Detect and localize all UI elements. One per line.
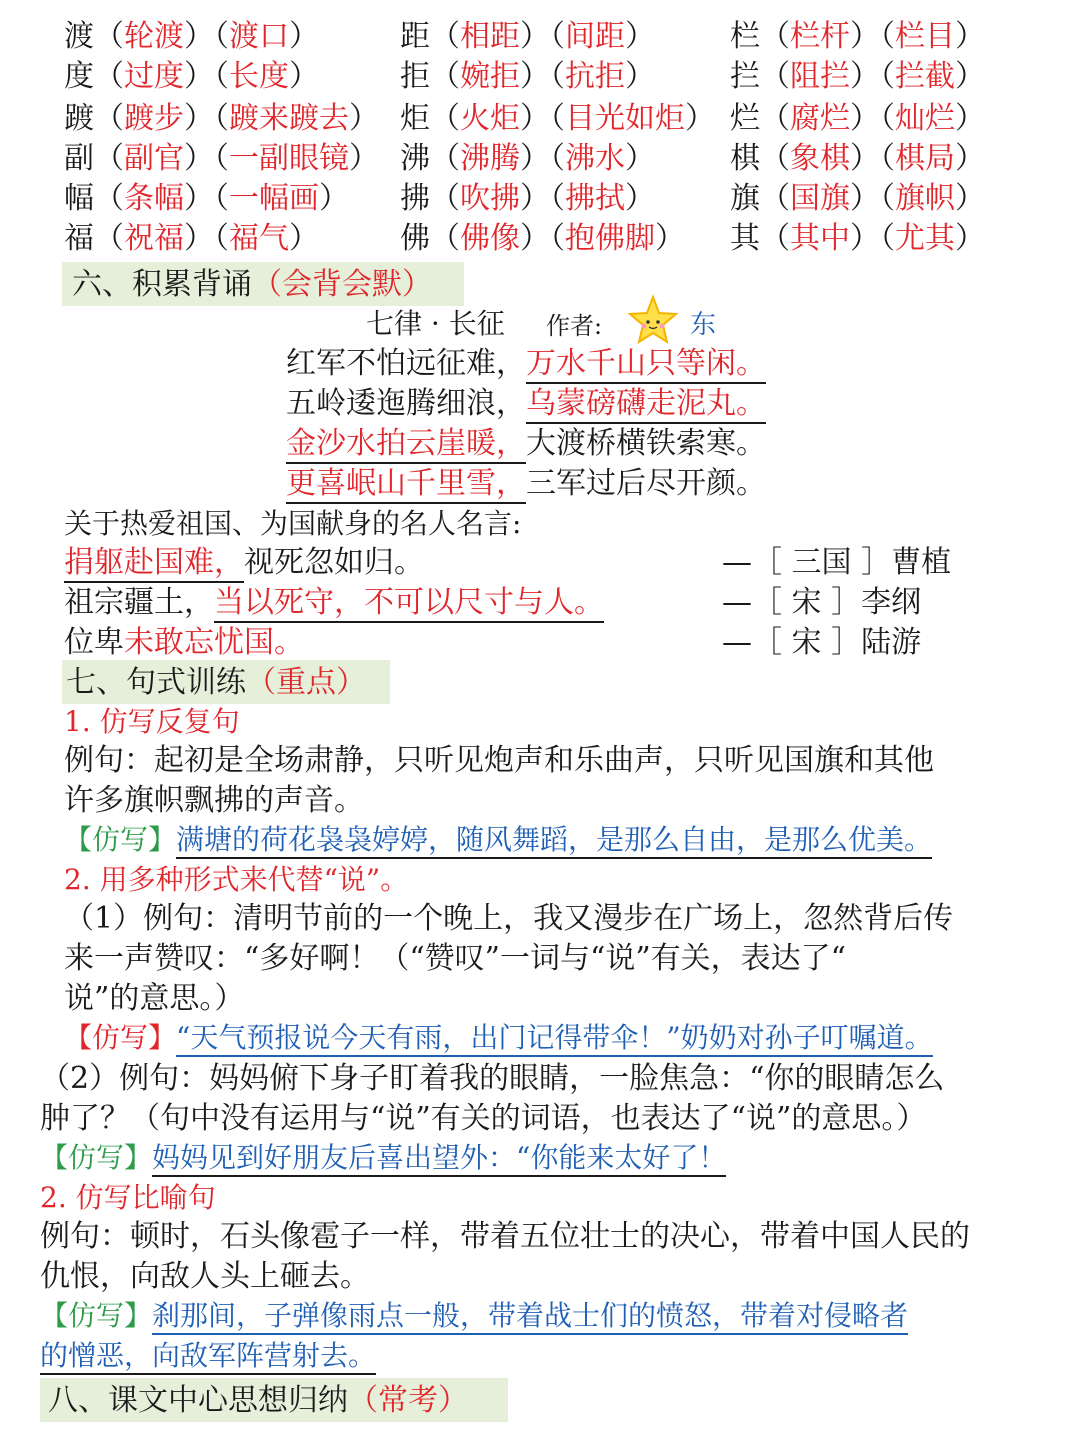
bracket-close: ） <box>850 59 880 94</box>
bracket-close: ） <box>520 181 550 216</box>
word-group-word-b: 渡口 <box>229 19 289 54</box>
bracket-close: ） <box>955 101 985 136</box>
ex3-example-line-2: 仇恨，向敌人头上砸去。 <box>40 1259 370 1294</box>
poem-line-3-a: 金沙水拍云崖暖， <box>286 426 526 464</box>
bracket-close: ） <box>184 141 214 176</box>
ex3-answer-line-2-text: 的憎恶，向敌军阵营射去。 <box>40 1339 376 1375</box>
bracket-open: （ <box>550 59 565 94</box>
bracket-close: ） <box>850 221 880 256</box>
ex3-tag: 【仿写】 <box>40 1299 153 1332</box>
bracket-open: （ <box>214 19 229 54</box>
bracket-open: （ <box>760 19 790 54</box>
word-group-row <box>730 180 985 218</box>
word-group-word-a: 婉拒 <box>460 59 520 94</box>
bracket-open: （ <box>550 141 565 176</box>
quote-1-source: —［ 三国 ］曹植 <box>722 545 952 580</box>
word-group-word-a: 阻拦 <box>790 59 850 94</box>
word-group-word-a: 佛像 <box>460 221 520 256</box>
word-group-word-b: 棋局 <box>895 141 955 176</box>
quote-2-source: —［ 宋 ］李纲 <box>722 585 922 620</box>
poem-title-text: 七律 · 长征 <box>366 307 505 340</box>
word-group-word-b: 抱佛脚 <box>565 221 655 256</box>
quote-1 <box>64 544 424 582</box>
ex2-p1-line-2: 来一声赞叹：“多好啊！（“赞叹”一词与“说”有关，表达了“ <box>64 941 847 976</box>
poem-line-2-b: 乌蒙磅礴走泥丸。 <box>526 386 766 424</box>
word-group-row <box>400 140 655 178</box>
bracket-close: ） <box>625 19 655 54</box>
poem-line-4-a: 更喜岷山千里雪， <box>286 466 526 504</box>
bracket-close: ） <box>184 221 214 256</box>
bracket-open: （ <box>760 59 790 94</box>
bracket-open: （ <box>760 181 790 216</box>
word-group-word-b: 灿烂 <box>895 101 955 136</box>
poem-author-tail: 东 <box>690 310 717 340</box>
word-group-char: 副 <box>64 141 94 176</box>
bracket-close: ） <box>520 101 550 136</box>
quote-1-black: 视死忽如归。 <box>244 545 424 580</box>
word-group-word-b: 拂拭 <box>565 181 625 216</box>
word-group-word-a: 过度 <box>124 59 184 94</box>
quote-3-red: 未敢忘忧国。 <box>124 625 304 663</box>
ex2-p2-line-1: （2）例句：妈妈俯下身子盯着我的眼睛，一脸焦急：“你的眼睛怎么 <box>40 1061 945 1096</box>
bracket-close: ） <box>184 19 214 54</box>
word-group-word-a: 国旗 <box>790 181 850 216</box>
bracket-open: （ <box>94 19 124 54</box>
bracket-open: （ <box>760 141 790 176</box>
bracket-open: （ <box>550 101 565 136</box>
bracket-open: （ <box>550 181 565 216</box>
quote-2 <box>64 584 604 622</box>
bracket-close: ） <box>520 141 550 176</box>
bracket-open: （ <box>214 101 229 136</box>
word-group-word-a: 其中 <box>790 221 850 256</box>
bracket-open: （ <box>760 221 790 256</box>
ex2-tag-2: 【仿写】 <box>40 1141 153 1174</box>
bracket-open: （ <box>94 221 124 256</box>
word-group-word-a: 象棋 <box>790 141 850 176</box>
ex2-p2-line-2: 肿了？（句中没有运用与“说”有关的词语，也表达了“说”的意思。） <box>40 1101 927 1136</box>
word-group-word-a: 轮渡 <box>124 19 184 54</box>
word-group-word-b: 一副眼镜 <box>229 141 349 176</box>
word-group-word-a: 吹拂 <box>460 181 520 216</box>
ex2-answer-2-text: 妈妈见到好朋友后喜出望外：“你能来太好了！ <box>152 1141 726 1177</box>
bracket-close: ） <box>184 181 214 216</box>
word-group-char: 距 <box>400 19 430 54</box>
poem-line-1-a: 红军不怕远征难， <box>286 346 526 381</box>
word-group-word-b: 目光如炬 <box>565 101 685 136</box>
bracket-close: ） <box>289 19 319 54</box>
bracket-close: ） <box>520 19 550 54</box>
ex1-example-line-1: 例句：起初是全场肃静，只听见炮声和乐曲声，只听见国旗和其他 <box>64 743 934 778</box>
word-group-char: 炬 <box>400 101 430 136</box>
bracket-close: ） <box>289 221 319 256</box>
word-group-row <box>730 18 985 56</box>
bracket-open: （ <box>214 221 229 256</box>
quotes-intro: 关于热爱祖国、为国献身的名人名言: <box>64 507 522 540</box>
word-group-row <box>730 100 985 138</box>
poem-line-3 <box>286 425 766 463</box>
ex1-tag: 【仿写】 <box>64 823 177 856</box>
ex3-heading: 2. 仿写比喻句 <box>40 1181 216 1214</box>
word-group-word-b: 一幅画 <box>229 181 319 216</box>
word-group-char: 度 <box>64 59 94 94</box>
section-7-heading <box>66 664 366 702</box>
bracket-close: ） <box>955 221 985 256</box>
bracket-open: （ <box>430 181 460 216</box>
word-group-char: 旗 <box>730 181 760 216</box>
ex2-tag-1: 【仿写】 <box>64 1021 177 1054</box>
bracket-close: ） <box>850 19 880 54</box>
bracket-open: （ <box>430 101 460 136</box>
word-group-char: 渡 <box>64 19 94 54</box>
word-group-row <box>400 220 685 258</box>
bracket-open: （ <box>214 141 229 176</box>
word-group-row <box>64 18 319 56</box>
section-8-note: （常考） <box>348 1383 468 1418</box>
poem-line-2-a: 五岭逶迤腾细浪， <box>286 386 526 421</box>
bracket-close: ） <box>625 59 655 94</box>
word-group-char: 沸 <box>400 141 430 176</box>
word-group-word-a: 条幅 <box>124 181 184 216</box>
word-group-word-a: 火炬 <box>460 101 520 136</box>
word-group-char: 拦 <box>730 59 760 94</box>
quote-2-black: 祖宗疆土， <box>64 585 214 620</box>
poem-author <box>546 310 602 342</box>
ex1-heading: 1. 仿写反复句 <box>64 705 240 738</box>
bracket-close: ） <box>955 19 985 54</box>
bracket-close: ） <box>184 101 214 136</box>
bracket-close: ） <box>319 181 349 216</box>
word-group-row <box>64 58 319 96</box>
bracket-open: （ <box>550 221 565 256</box>
poem-line-1-b: 万水千山只等闲。 <box>526 346 766 384</box>
poem-line-2 <box>286 385 766 423</box>
bracket-open: （ <box>94 141 124 176</box>
bracket-open: （ <box>94 59 124 94</box>
bracket-close: ） <box>184 59 214 94</box>
word-group-char: 幅 <box>64 181 94 216</box>
poem-line-4 <box>286 465 766 503</box>
word-group-word-a: 相距 <box>460 19 520 54</box>
bracket-close: ） <box>520 59 550 94</box>
ex3-answer-line-1 <box>40 1298 908 1334</box>
section-6-title: 六、积累背诵 <box>72 267 252 302</box>
bracket-close: ） <box>850 181 880 216</box>
word-group-word-b: 间距 <box>565 19 625 54</box>
word-group-row <box>64 220 319 258</box>
word-group-word-a: 踱步 <box>124 101 184 136</box>
word-group-char: 其 <box>730 221 760 256</box>
bracket-open: （ <box>880 101 895 136</box>
bracket-close: ） <box>625 141 655 176</box>
word-group-word-a: 沸腾 <box>460 141 520 176</box>
bracket-open: （ <box>430 19 460 54</box>
word-group-word-a: 栏杆 <box>790 19 850 54</box>
ex1-answer <box>64 822 932 858</box>
section-6-note: （会背会默） <box>252 267 432 302</box>
poem-title <box>366 306 505 342</box>
word-group-row <box>400 100 715 138</box>
bracket-open: （ <box>880 19 895 54</box>
word-group-row <box>730 220 985 258</box>
word-group-char: 栏 <box>730 19 760 54</box>
section-7-title: 七、句式训练 <box>66 665 246 700</box>
bracket-close: ） <box>850 101 880 136</box>
quote-1-red: 捐躯赴国难， <box>64 545 244 583</box>
bracket-close: ） <box>289 59 319 94</box>
bracket-open: （ <box>94 181 124 216</box>
bracket-close: ） <box>685 101 715 136</box>
bracket-open: （ <box>430 221 460 256</box>
ex2-answer-1-text: “天气预报说今天有雨，出门记得带伞！”奶奶对孙子叮嘱道。 <box>176 1021 933 1057</box>
bracket-close: ） <box>955 141 985 176</box>
bracket-open: （ <box>880 221 895 256</box>
word-group-word-a: 祝福 <box>124 221 184 256</box>
bracket-open: （ <box>430 141 460 176</box>
word-group-row <box>730 140 985 178</box>
word-group-char: 福 <box>64 221 94 256</box>
word-group-row <box>730 58 985 96</box>
quote-2-red: 当以死守，不可以尺寸与人。 <box>214 585 604 623</box>
word-group-char: 拂 <box>400 181 430 216</box>
ex2-heading: 2. 用多种形式来代替“说”。 <box>64 863 409 896</box>
word-group-row <box>400 18 655 56</box>
bracket-close: ） <box>349 141 379 176</box>
word-group-char: 棋 <box>730 141 760 176</box>
star-face-icon <box>626 294 680 348</box>
word-group-char: 烂 <box>730 101 760 136</box>
word-group-char: 踱 <box>64 101 94 136</box>
bracket-close: ） <box>520 221 550 256</box>
ex2-answer-2 <box>40 1140 726 1176</box>
section-8-heading <box>48 1382 468 1420</box>
word-group-row <box>64 100 379 138</box>
bracket-open: （ <box>214 59 229 94</box>
ex2-p1-line-3: 说”的意思。） <box>64 981 245 1016</box>
bracket-open: （ <box>214 181 229 216</box>
bracket-close: ） <box>850 141 880 176</box>
word-group-word-b: 旗帜 <box>895 181 955 216</box>
ex3-answer-line-2 <box>40 1338 376 1374</box>
word-group-word-b: 尤其 <box>895 221 955 256</box>
word-group-word-b: 拦截 <box>895 59 955 94</box>
word-group-word-b: 踱来踱去 <box>229 101 349 136</box>
bracket-close: ） <box>955 181 985 216</box>
poem-line-4-b: 三军过后尽开颜。 <box>526 466 766 501</box>
bracket-open: （ <box>550 19 565 54</box>
section-7-note: （重点） <box>246 665 366 700</box>
ex3-example-line-1: 例句：顿时，石头像雹子一样，带着五位壮士的决心，带着中国人民的 <box>40 1219 970 1254</box>
ex2-p1-line-1: （1）例句：清明节前的一个晚上，我又漫步在广场上，忽然背后传 <box>64 901 954 936</box>
bracket-close: ） <box>655 221 685 256</box>
word-group-word-b: 抗拒 <box>565 59 625 94</box>
ex1-example-line-2: 许多旗帜飘拂的声音。 <box>64 783 364 818</box>
bracket-open: （ <box>880 59 895 94</box>
word-group-word-a: 腐烂 <box>790 101 850 136</box>
word-group-word-a: 副官 <box>124 141 184 176</box>
word-group-word-b: 长度 <box>229 59 289 94</box>
bracket-open: （ <box>430 59 460 94</box>
section-8-title: 八、课文中心思想归纳 <box>48 1383 348 1418</box>
poem-line-3-b: 大渡桥横铁索寒。 <box>526 426 766 461</box>
quote-3-source: —［ 宋 ］陆游 <box>722 625 922 660</box>
bracket-open: （ <box>880 181 895 216</box>
poem-author-label: 作者: <box>546 312 603 340</box>
word-group-row <box>64 140 379 178</box>
ex2-answer-1 <box>64 1020 933 1056</box>
bracket-open: （ <box>760 101 790 136</box>
bracket-close: ） <box>955 59 985 94</box>
section-6-heading <box>72 266 432 304</box>
poem-line-1 <box>286 345 766 383</box>
bracket-open: （ <box>94 101 124 136</box>
word-group-word-b: 栏目 <box>895 19 955 54</box>
bracket-open: （ <box>880 141 895 176</box>
quote-3-black: 位卑 <box>64 625 124 660</box>
word-group-row <box>400 180 655 218</box>
word-group-row <box>400 58 655 96</box>
bracket-close: ） <box>349 101 379 136</box>
bracket-close: ） <box>625 181 655 216</box>
word-group-row <box>64 180 349 218</box>
word-group-char: 佛 <box>400 221 430 256</box>
word-group-word-b: 沸水 <box>565 141 625 176</box>
word-group-word-b: 福气 <box>229 221 289 256</box>
quote-3 <box>64 624 304 662</box>
word-group-char: 拒 <box>400 59 430 94</box>
ex3-answer-line-1-text: 刹那间，子弹像雨点一般，带着战士们的愤怒，带着对侵略者 <box>152 1299 908 1335</box>
ex1-answer-text: 满塘的荷花袅袅婷婷，随风舞蹈，是那么自由，是那么优美。 <box>176 823 932 859</box>
